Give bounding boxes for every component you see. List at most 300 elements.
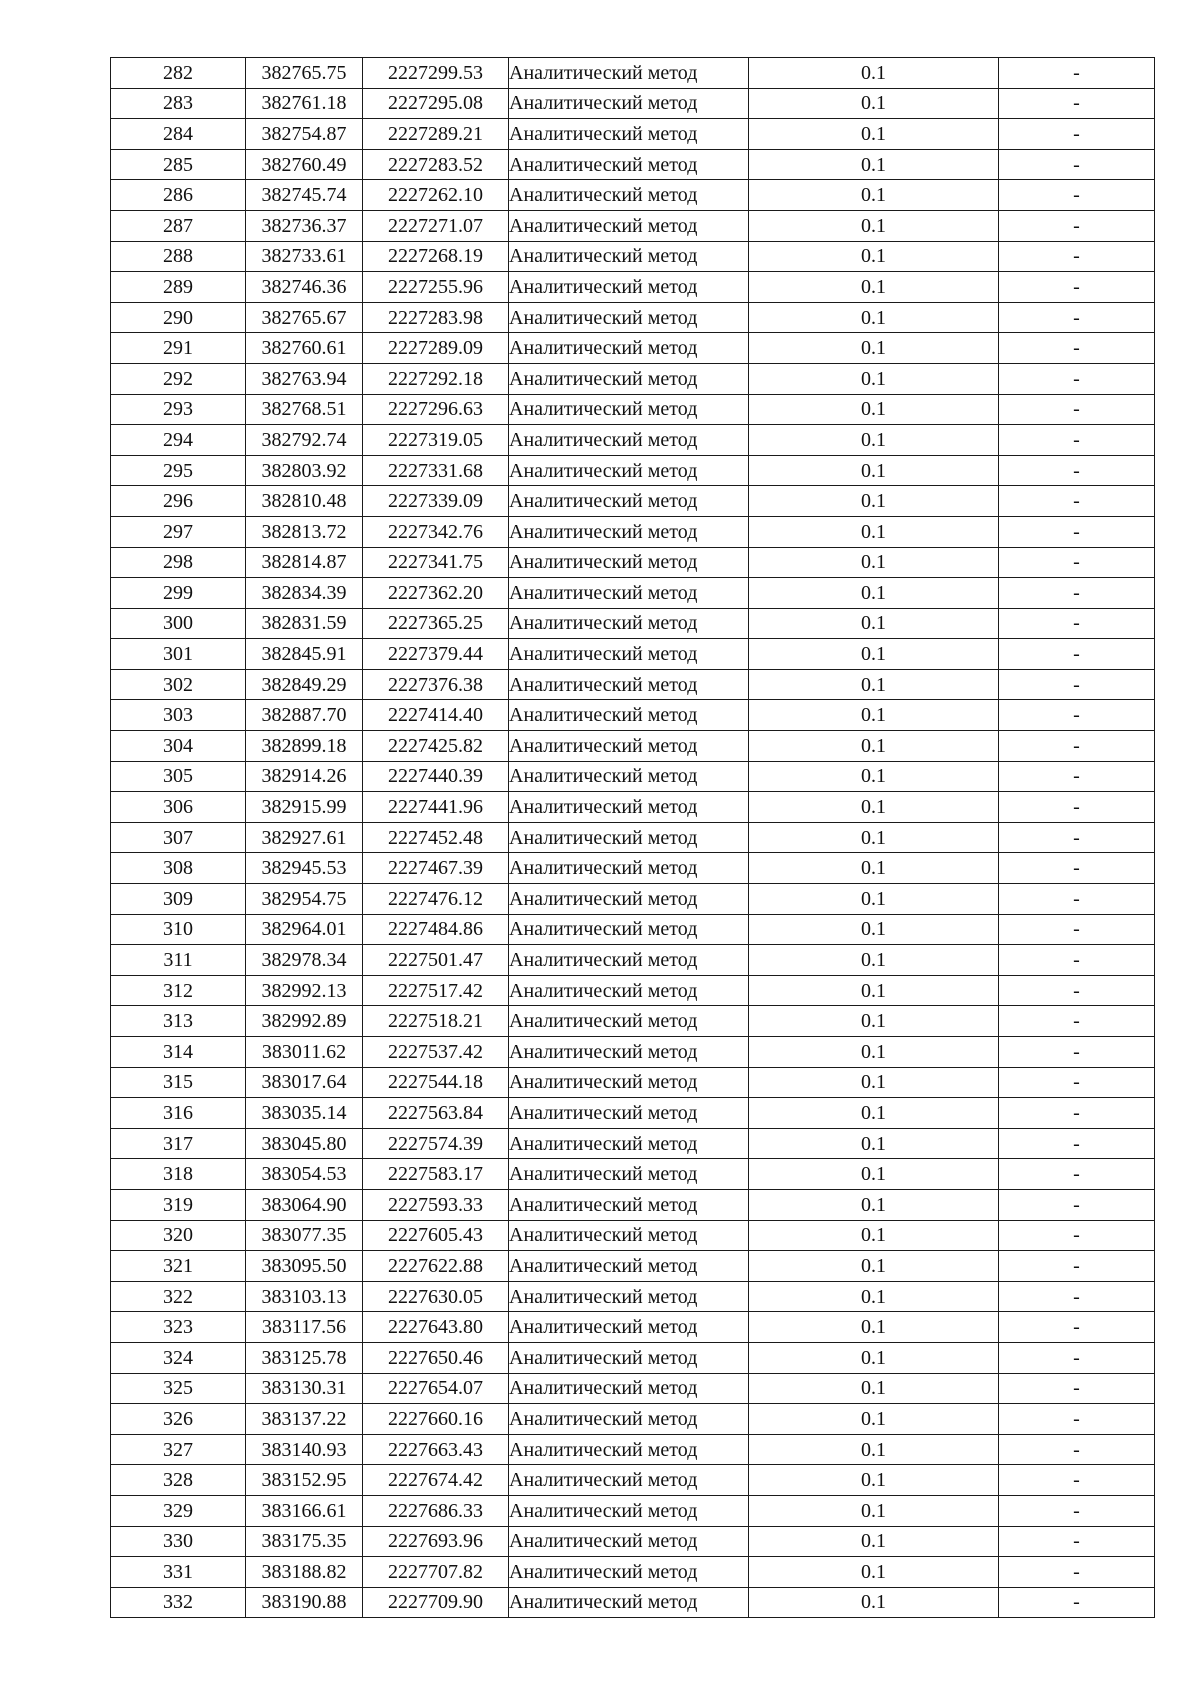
y-coordinate-cell: 2227709.90 <box>363 1587 509 1618</box>
point-number-cell: 304 <box>111 731 246 762</box>
table-row <box>111 180 1155 211</box>
note-cell: - <box>999 1098 1155 1129</box>
x-coordinate-cell: 382736.37 <box>246 210 363 241</box>
note-cell: - <box>999 394 1155 425</box>
table-row <box>111 58 1155 89</box>
point-number-cell: 289 <box>111 272 246 303</box>
table-row <box>111 516 1155 547</box>
note-cell: - <box>999 1495 1155 1526</box>
point-number-cell: 291 <box>111 333 246 364</box>
method-cell: Аналитический метод <box>509 1465 749 1496</box>
point-number-cell: 321 <box>111 1251 246 1282</box>
x-coordinate-cell: 382915.99 <box>246 792 363 823</box>
point-number-cell: 332 <box>111 1587 246 1618</box>
note-cell: - <box>999 884 1155 915</box>
accuracy-cell: 0.1 <box>749 394 999 425</box>
accuracy-cell: 0.1 <box>749 731 999 762</box>
method-cell: Аналитический метод <box>509 822 749 853</box>
accuracy-cell: 0.1 <box>749 792 999 823</box>
y-coordinate-cell: 2227362.20 <box>363 578 509 609</box>
accuracy-cell: 0.1 <box>749 363 999 394</box>
note-cell: - <box>999 975 1155 1006</box>
table-row <box>111 731 1155 762</box>
x-coordinate-cell: 383175.35 <box>246 1526 363 1557</box>
point-number-cell: 331 <box>111 1557 246 1588</box>
accuracy-cell: 0.1 <box>749 1067 999 1098</box>
x-coordinate-cell: 382887.70 <box>246 700 363 731</box>
point-number-cell: 330 <box>111 1526 246 1557</box>
table-row <box>111 241 1155 272</box>
method-cell: Аналитический метод <box>509 884 749 915</box>
accuracy-cell: 0.1 <box>749 241 999 272</box>
accuracy-cell: 0.1 <box>749 1312 999 1343</box>
note-cell: - <box>999 1159 1155 1190</box>
coordinates-table-body <box>111 58 1155 1618</box>
table-row <box>111 1312 1155 1343</box>
table-row <box>111 822 1155 853</box>
x-coordinate-cell: 382810.48 <box>246 486 363 517</box>
y-coordinate-cell: 2227271.07 <box>363 210 509 241</box>
note-cell: - <box>999 302 1155 333</box>
table-row <box>111 1465 1155 1496</box>
accuracy-cell: 0.1 <box>749 1159 999 1190</box>
table-row <box>111 1159 1155 1190</box>
x-coordinate-cell: 382813.72 <box>246 516 363 547</box>
point-number-cell: 308 <box>111 853 246 884</box>
x-coordinate-cell: 382831.59 <box>246 608 363 639</box>
accuracy-cell: 0.1 <box>749 272 999 303</box>
y-coordinate-cell: 2227650.46 <box>363 1342 509 1373</box>
x-coordinate-cell: 382763.94 <box>246 363 363 394</box>
method-cell: Аналитический метод <box>509 1220 749 1251</box>
y-coordinate-cell: 2227574.39 <box>363 1128 509 1159</box>
x-coordinate-cell: 382992.89 <box>246 1006 363 1037</box>
table-row <box>111 1373 1155 1404</box>
accuracy-cell: 0.1 <box>749 1495 999 1526</box>
table-row <box>111 1037 1155 1068</box>
point-number-cell: 325 <box>111 1373 246 1404</box>
accuracy-cell: 0.1 <box>749 914 999 945</box>
method-cell: Аналитический метод <box>509 1526 749 1557</box>
table-row <box>111 1251 1155 1282</box>
point-number-cell: 318 <box>111 1159 246 1190</box>
point-number-cell: 295 <box>111 455 246 486</box>
note-cell: - <box>999 1006 1155 1037</box>
accuracy-cell: 0.1 <box>749 1557 999 1588</box>
table-row <box>111 1587 1155 1618</box>
method-cell: Аналитический метод <box>509 1098 749 1129</box>
method-cell: Аналитический метод <box>509 1434 749 1465</box>
accuracy-cell: 0.1 <box>749 1526 999 1557</box>
note-cell: - <box>999 1281 1155 1312</box>
point-number-cell: 313 <box>111 1006 246 1037</box>
x-coordinate-cell: 383077.35 <box>246 1220 363 1251</box>
note-cell: - <box>999 1557 1155 1588</box>
table-row <box>111 272 1155 303</box>
accuracy-cell: 0.1 <box>749 302 999 333</box>
method-cell: Аналитический метод <box>509 1128 749 1159</box>
x-coordinate-cell: 382733.61 <box>246 241 363 272</box>
method-cell: Аналитический метод <box>509 547 749 578</box>
y-coordinate-cell: 2227518.21 <box>363 1006 509 1037</box>
y-coordinate-cell: 2227484.86 <box>363 914 509 945</box>
y-coordinate-cell: 2227296.63 <box>363 394 509 425</box>
method-cell: Аналитический метод <box>509 578 749 609</box>
x-coordinate-cell: 383117.56 <box>246 1312 363 1343</box>
method-cell: Аналитический метод <box>509 608 749 639</box>
y-coordinate-cell: 2227563.84 <box>363 1098 509 1129</box>
accuracy-cell: 0.1 <box>749 1281 999 1312</box>
note-cell: - <box>999 241 1155 272</box>
y-coordinate-cell: 2227544.18 <box>363 1067 509 1098</box>
method-cell: Аналитический метод <box>509 1006 749 1037</box>
point-number-cell: 317 <box>111 1128 246 1159</box>
method-cell: Аналитический метод <box>509 792 749 823</box>
point-number-cell: 293 <box>111 394 246 425</box>
accuracy-cell: 0.1 <box>749 608 999 639</box>
note-cell: - <box>999 547 1155 578</box>
y-coordinate-cell: 2227365.25 <box>363 608 509 639</box>
point-number-cell: 311 <box>111 945 246 976</box>
table-row <box>111 333 1155 364</box>
accuracy-cell: 0.1 <box>749 455 999 486</box>
point-number-cell: 319 <box>111 1189 246 1220</box>
note-cell: - <box>999 455 1155 486</box>
point-number-cell: 327 <box>111 1434 246 1465</box>
x-coordinate-cell: 382761.18 <box>246 88 363 119</box>
point-number-cell: 314 <box>111 1037 246 1068</box>
point-number-cell: 305 <box>111 761 246 792</box>
table-row <box>111 1220 1155 1251</box>
x-coordinate-cell: 383045.80 <box>246 1128 363 1159</box>
note-cell: - <box>999 1128 1155 1159</box>
method-cell: Аналитический метод <box>509 210 749 241</box>
accuracy-cell: 0.1 <box>749 516 999 547</box>
x-coordinate-cell: 383166.61 <box>246 1495 363 1526</box>
x-coordinate-cell: 382845.91 <box>246 639 363 670</box>
accuracy-cell: 0.1 <box>749 1342 999 1373</box>
note-cell: - <box>999 1037 1155 1068</box>
accuracy-cell: 0.1 <box>749 700 999 731</box>
point-number-cell: 299 <box>111 578 246 609</box>
x-coordinate-cell: 383095.50 <box>246 1251 363 1282</box>
y-coordinate-cell: 2227663.43 <box>363 1434 509 1465</box>
note-cell: - <box>999 914 1155 945</box>
x-coordinate-cell: 383054.53 <box>246 1159 363 1190</box>
accuracy-cell: 0.1 <box>749 547 999 578</box>
table-row <box>111 1557 1155 1588</box>
method-cell: Аналитический метод <box>509 1373 749 1404</box>
accuracy-cell: 0.1 <box>749 1220 999 1251</box>
table-row <box>111 149 1155 180</box>
point-number-cell: 285 <box>111 149 246 180</box>
x-coordinate-cell: 383017.64 <box>246 1067 363 1098</box>
y-coordinate-cell: 2227268.19 <box>363 241 509 272</box>
y-coordinate-cell: 2227501.47 <box>363 945 509 976</box>
point-number-cell: 312 <box>111 975 246 1006</box>
x-coordinate-cell: 382760.61 <box>246 333 363 364</box>
y-coordinate-cell: 2227283.98 <box>363 302 509 333</box>
note-cell: - <box>999 210 1155 241</box>
y-coordinate-cell: 2227425.82 <box>363 731 509 762</box>
point-number-cell: 323 <box>111 1312 246 1343</box>
note-cell: - <box>999 578 1155 609</box>
accuracy-cell: 0.1 <box>749 639 999 670</box>
method-cell: Аналитический метод <box>509 669 749 700</box>
accuracy-cell: 0.1 <box>749 1465 999 1496</box>
method-cell: Аналитический метод <box>509 302 749 333</box>
table-row <box>111 1495 1155 1526</box>
method-cell: Аналитический метод <box>509 975 749 1006</box>
y-coordinate-cell: 2227583.17 <box>363 1159 509 1190</box>
x-coordinate-cell: 382964.01 <box>246 914 363 945</box>
point-number-cell: 329 <box>111 1495 246 1526</box>
y-coordinate-cell: 2227339.09 <box>363 486 509 517</box>
point-number-cell: 301 <box>111 639 246 670</box>
table-row <box>111 975 1155 1006</box>
accuracy-cell: 0.1 <box>749 1404 999 1435</box>
x-coordinate-cell: 383130.31 <box>246 1373 363 1404</box>
note-cell: - <box>999 761 1155 792</box>
note-cell: - <box>999 1434 1155 1465</box>
x-coordinate-cell: 382760.49 <box>246 149 363 180</box>
note-cell: - <box>999 363 1155 394</box>
table-row <box>111 394 1155 425</box>
table-row <box>111 914 1155 945</box>
table-row <box>111 639 1155 670</box>
y-coordinate-cell: 2227295.08 <box>363 88 509 119</box>
point-number-cell: 302 <box>111 669 246 700</box>
note-cell: - <box>999 1373 1155 1404</box>
y-coordinate-cell: 2227707.82 <box>363 1557 509 1588</box>
x-coordinate-cell: 383125.78 <box>246 1342 363 1373</box>
x-coordinate-cell: 382746.36 <box>246 272 363 303</box>
y-coordinate-cell: 2227517.42 <box>363 975 509 1006</box>
note-cell: - <box>999 1526 1155 1557</box>
x-coordinate-cell: 382768.51 <box>246 394 363 425</box>
note-cell: - <box>999 1067 1155 1098</box>
x-coordinate-cell: 383011.62 <box>246 1037 363 1068</box>
note-cell: - <box>999 486 1155 517</box>
method-cell: Аналитический метод <box>509 1251 749 1282</box>
table-row <box>111 486 1155 517</box>
table-row <box>111 425 1155 456</box>
table-row <box>111 1128 1155 1159</box>
method-cell: Аналитический метод <box>509 1342 749 1373</box>
note-cell: - <box>999 149 1155 180</box>
y-coordinate-cell: 2227414.40 <box>363 700 509 731</box>
y-coordinate-cell: 2227376.38 <box>363 669 509 700</box>
point-number-cell: 306 <box>111 792 246 823</box>
y-coordinate-cell: 2227605.43 <box>363 1220 509 1251</box>
table-row <box>111 1189 1155 1220</box>
x-coordinate-cell: 382814.87 <box>246 547 363 578</box>
table-row <box>111 945 1155 976</box>
x-coordinate-cell: 383064.90 <box>246 1189 363 1220</box>
x-coordinate-cell: 382927.61 <box>246 822 363 853</box>
note-cell: - <box>999 639 1155 670</box>
note-cell: - <box>999 608 1155 639</box>
note-cell: - <box>999 1189 1155 1220</box>
table-row <box>111 578 1155 609</box>
y-coordinate-cell: 2227660.16 <box>363 1404 509 1435</box>
method-cell: Аналитический метод <box>509 180 749 211</box>
note-cell: - <box>999 1465 1155 1496</box>
note-cell: - <box>999 700 1155 731</box>
method-cell: Аналитический метод <box>509 1404 749 1435</box>
accuracy-cell: 0.1 <box>749 1128 999 1159</box>
point-number-cell: 315 <box>111 1067 246 1098</box>
x-coordinate-cell: 383190.88 <box>246 1587 363 1618</box>
table-row <box>111 1067 1155 1098</box>
x-coordinate-cell: 383035.14 <box>246 1098 363 1129</box>
x-coordinate-cell: 382954.75 <box>246 884 363 915</box>
table-row <box>111 547 1155 578</box>
method-cell: Аналитический метод <box>509 1312 749 1343</box>
y-coordinate-cell: 2227379.44 <box>363 639 509 670</box>
x-coordinate-cell: 382765.67 <box>246 302 363 333</box>
point-number-cell: 307 <box>111 822 246 853</box>
y-coordinate-cell: 2227441.96 <box>363 792 509 823</box>
method-cell: Аналитический метод <box>509 88 749 119</box>
y-coordinate-cell: 2227342.76 <box>363 516 509 547</box>
point-number-cell: 298 <box>111 547 246 578</box>
y-coordinate-cell: 2227537.42 <box>363 1037 509 1068</box>
note-cell: - <box>999 945 1155 976</box>
y-coordinate-cell: 2227292.18 <box>363 363 509 394</box>
x-coordinate-cell: 382945.53 <box>246 853 363 884</box>
accuracy-cell: 0.1 <box>749 1098 999 1129</box>
point-number-cell: 296 <box>111 486 246 517</box>
point-number-cell: 297 <box>111 516 246 547</box>
point-number-cell: 283 <box>111 88 246 119</box>
point-number-cell: 320 <box>111 1220 246 1251</box>
x-coordinate-cell: 382834.39 <box>246 578 363 609</box>
method-cell: Аналитический метод <box>509 853 749 884</box>
y-coordinate-cell: 2227289.21 <box>363 119 509 150</box>
method-cell: Аналитический метод <box>509 639 749 670</box>
y-coordinate-cell: 2227283.52 <box>363 149 509 180</box>
note-cell: - <box>999 516 1155 547</box>
table-row <box>111 1526 1155 1557</box>
y-coordinate-cell: 2227440.39 <box>363 761 509 792</box>
x-coordinate-cell: 382754.87 <box>246 119 363 150</box>
y-coordinate-cell: 2227593.33 <box>363 1189 509 1220</box>
y-coordinate-cell: 2227476.12 <box>363 884 509 915</box>
table-row <box>111 669 1155 700</box>
y-coordinate-cell: 2227255.96 <box>363 272 509 303</box>
accuracy-cell: 0.1 <box>749 210 999 241</box>
note-cell: - <box>999 1312 1155 1343</box>
table-row <box>111 88 1155 119</box>
x-coordinate-cell: 382745.74 <box>246 180 363 211</box>
note-cell: - <box>999 88 1155 119</box>
point-number-cell: 316 <box>111 1098 246 1129</box>
x-coordinate-cell: 382914.26 <box>246 761 363 792</box>
document-page <box>110 57 1154 1618</box>
method-cell: Аналитический метод <box>509 700 749 731</box>
accuracy-cell: 0.1 <box>749 1434 999 1465</box>
table-row <box>111 1098 1155 1129</box>
y-coordinate-cell: 2227630.05 <box>363 1281 509 1312</box>
x-coordinate-cell: 383103.13 <box>246 1281 363 1312</box>
x-coordinate-cell: 382978.34 <box>246 945 363 976</box>
method-cell: Аналитический метод <box>509 486 749 517</box>
x-coordinate-cell: 383152.95 <box>246 1465 363 1496</box>
note-cell: - <box>999 669 1155 700</box>
note-cell: - <box>999 1220 1155 1251</box>
accuracy-cell: 0.1 <box>749 1037 999 1068</box>
note-cell: - <box>999 1251 1155 1282</box>
y-coordinate-cell: 2227299.53 <box>363 58 509 89</box>
accuracy-cell: 0.1 <box>749 884 999 915</box>
accuracy-cell: 0.1 <box>749 119 999 150</box>
y-coordinate-cell: 2227331.68 <box>363 455 509 486</box>
accuracy-cell: 0.1 <box>749 486 999 517</box>
note-cell: - <box>999 822 1155 853</box>
accuracy-cell: 0.1 <box>749 822 999 853</box>
method-cell: Аналитический метод <box>509 58 749 89</box>
y-coordinate-cell: 2227643.80 <box>363 1312 509 1343</box>
y-coordinate-cell: 2227289.09 <box>363 333 509 364</box>
method-cell: Аналитический метод <box>509 1067 749 1098</box>
y-coordinate-cell: 2227674.42 <box>363 1465 509 1496</box>
accuracy-cell: 0.1 <box>749 578 999 609</box>
table-row <box>111 1434 1155 1465</box>
coordinates-table <box>110 57 1155 1618</box>
point-number-cell: 286 <box>111 180 246 211</box>
note-cell: - <box>999 1587 1155 1618</box>
method-cell: Аналитический метод <box>509 272 749 303</box>
table-row <box>111 1006 1155 1037</box>
table-row <box>111 302 1155 333</box>
x-coordinate-cell: 382803.92 <box>246 455 363 486</box>
note-cell: - <box>999 792 1155 823</box>
method-cell: Аналитический метод <box>509 914 749 945</box>
method-cell: Аналитический метод <box>509 731 749 762</box>
accuracy-cell: 0.1 <box>749 853 999 884</box>
point-number-cell: 300 <box>111 608 246 639</box>
table-row <box>111 1342 1155 1373</box>
accuracy-cell: 0.1 <box>749 1251 999 1282</box>
note-cell: - <box>999 119 1155 150</box>
accuracy-cell: 0.1 <box>749 945 999 976</box>
accuracy-cell: 0.1 <box>749 1006 999 1037</box>
y-coordinate-cell: 2227262.10 <box>363 180 509 211</box>
y-coordinate-cell: 2227467.39 <box>363 853 509 884</box>
method-cell: Аналитический метод <box>509 761 749 792</box>
table-row <box>111 700 1155 731</box>
method-cell: Аналитический метод <box>509 149 749 180</box>
point-number-cell: 303 <box>111 700 246 731</box>
method-cell: Аналитический метод <box>509 1189 749 1220</box>
table-row <box>111 210 1155 241</box>
point-number-cell: 287 <box>111 210 246 241</box>
table-row <box>111 1404 1155 1435</box>
note-cell: - <box>999 58 1155 89</box>
y-coordinate-cell: 2227654.07 <box>363 1373 509 1404</box>
note-cell: - <box>999 272 1155 303</box>
table-row <box>111 608 1155 639</box>
method-cell: Аналитический метод <box>509 455 749 486</box>
accuracy-cell: 0.1 <box>749 58 999 89</box>
y-coordinate-cell: 2227622.88 <box>363 1251 509 1282</box>
x-coordinate-cell: 382765.75 <box>246 58 363 89</box>
accuracy-cell: 0.1 <box>749 761 999 792</box>
accuracy-cell: 0.1 <box>749 333 999 364</box>
accuracy-cell: 0.1 <box>749 1189 999 1220</box>
point-number-cell: 292 <box>111 363 246 394</box>
